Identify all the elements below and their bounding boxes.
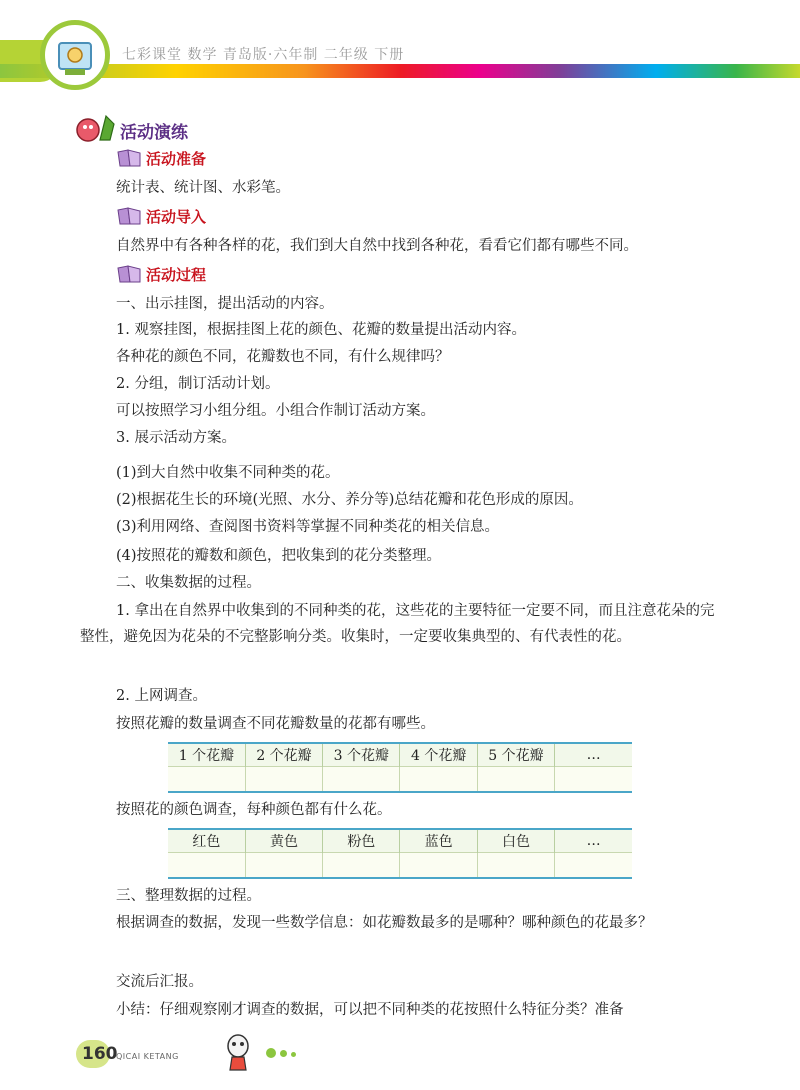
online-survey-line: 2. 上网调查。	[116, 688, 207, 704]
process-line: (1)到大自然中收集不同种类的花。	[116, 465, 340, 481]
section-title: 活动演练	[120, 123, 188, 143]
process-line: (3)利用网络、查阅图书资料等掌握不同种类花的相关信息。	[116, 519, 500, 535]
process-line: 1. 观察挂图，根据挂图上花的颜色、花瓣的数量提出活动内容。	[116, 322, 526, 338]
color-cell	[323, 853, 400, 879]
color-survey-line: 按照花的颜色调查，每种颜色都有什么花。	[116, 802, 392, 818]
footer-dot	[291, 1052, 296, 1057]
process-line: 各种花的颜色不同，花瓣数也不同，有什么规律吗？	[116, 349, 450, 365]
color-header: 粉色	[323, 829, 400, 853]
petal-header: 5 个花瓣	[477, 743, 554, 767]
page-header	[0, 0, 800, 100]
color-table	[168, 828, 632, 879]
petal-cell	[477, 767, 554, 793]
header-title: 七彩课堂 数学 青岛版·六年制 二年级 下册	[122, 47, 405, 63]
petal-cell	[245, 767, 322, 793]
process-line: 可以按照学习小组分组。小组合作制订活动方案。	[116, 403, 435, 419]
color-header: 蓝色	[400, 829, 477, 853]
findings-paragraph: 根据调查的数据，发现一些数学信息：如花瓣数最多的是哪种？哪种颜色的花最多？	[116, 915, 653, 931]
book-icon	[116, 148, 144, 168]
summary-line: 小结：仔细观察刚才调查的数据，可以把不同种类的花按照什么特征分类？准备	[116, 1002, 624, 1018]
petal-header: …	[555, 743, 632, 767]
header-logo-icon	[45, 25, 105, 85]
color-cell	[555, 853, 632, 879]
report-line: 交流后汇报。	[116, 974, 203, 990]
color-cell	[245, 853, 322, 879]
page-number: 160	[82, 1044, 118, 1064]
petal-table	[168, 742, 632, 793]
header-logo	[40, 20, 110, 90]
petal-header: 2 个花瓣	[245, 743, 322, 767]
organize-heading: 三、整理数据的过程。	[116, 888, 261, 904]
color-cell	[477, 853, 554, 879]
intro-heading: 活动导入	[146, 208, 207, 226]
collect-paragraph: 1. 拿出在自然界中收集到的不同种类的花，这些花的主要特征一定要不同，而且注意花朵的完整性，避免因为花朵的不完整影响分类。收集时，一定要收集典型的、有代表性的花。	[80, 603, 715, 645]
petal-cell	[168, 767, 245, 793]
footer-dot	[280, 1050, 287, 1057]
prep-text: 统计表、统计图、水彩笔。	[116, 180, 290, 196]
petal-cell	[323, 767, 400, 793]
process-line: 3. 展示活动方案。	[116, 430, 236, 446]
process-line: 2. 分组，制订活动计划。	[116, 376, 280, 392]
petal-header: 3 个花瓣	[323, 743, 400, 767]
petal-header: 4 个花瓣	[400, 743, 477, 767]
color-header: 黄色	[245, 829, 322, 853]
color-cell	[400, 853, 477, 879]
process-line: 一、出示挂图，提出活动的内容。	[116, 296, 334, 312]
book-icon	[116, 206, 144, 226]
process-heading: 活动过程	[146, 266, 207, 284]
header-rainbow-bar	[0, 64, 800, 78]
petal-cell	[400, 767, 477, 793]
petal-header: 1 个花瓣	[168, 743, 245, 767]
process-line: 二、收集数据的过程。	[116, 575, 261, 591]
mascot-icon	[74, 110, 118, 144]
footer-dot	[266, 1048, 276, 1058]
color-header: …	[555, 829, 632, 853]
book-icon	[116, 264, 144, 284]
petal-cell	[555, 767, 632, 793]
mascot-footer-icon	[218, 1030, 258, 1074]
color-header: 红色	[168, 829, 245, 853]
petal-survey-line: 按照花瓣的数量调查不同花瓣数量的花都有哪些。	[116, 716, 435, 732]
color-header: 白色	[477, 829, 554, 853]
intro-text: 自然界中有各种各样的花，我们到大自然中找到各种花，看看它们都有哪些不同。	[116, 238, 638, 254]
process-line: (4)按照花的瓣数和颜色，把收集到的花分类整理。	[116, 548, 442, 564]
process-line: (2)根据花生长的环境(光照、水分、养分等)总结花瓣和花色形成的原因。	[116, 492, 583, 508]
color-cell	[168, 853, 245, 879]
prep-heading: 活动准备	[146, 150, 207, 168]
footer-brand: QICAI KETANG	[116, 1052, 179, 1061]
